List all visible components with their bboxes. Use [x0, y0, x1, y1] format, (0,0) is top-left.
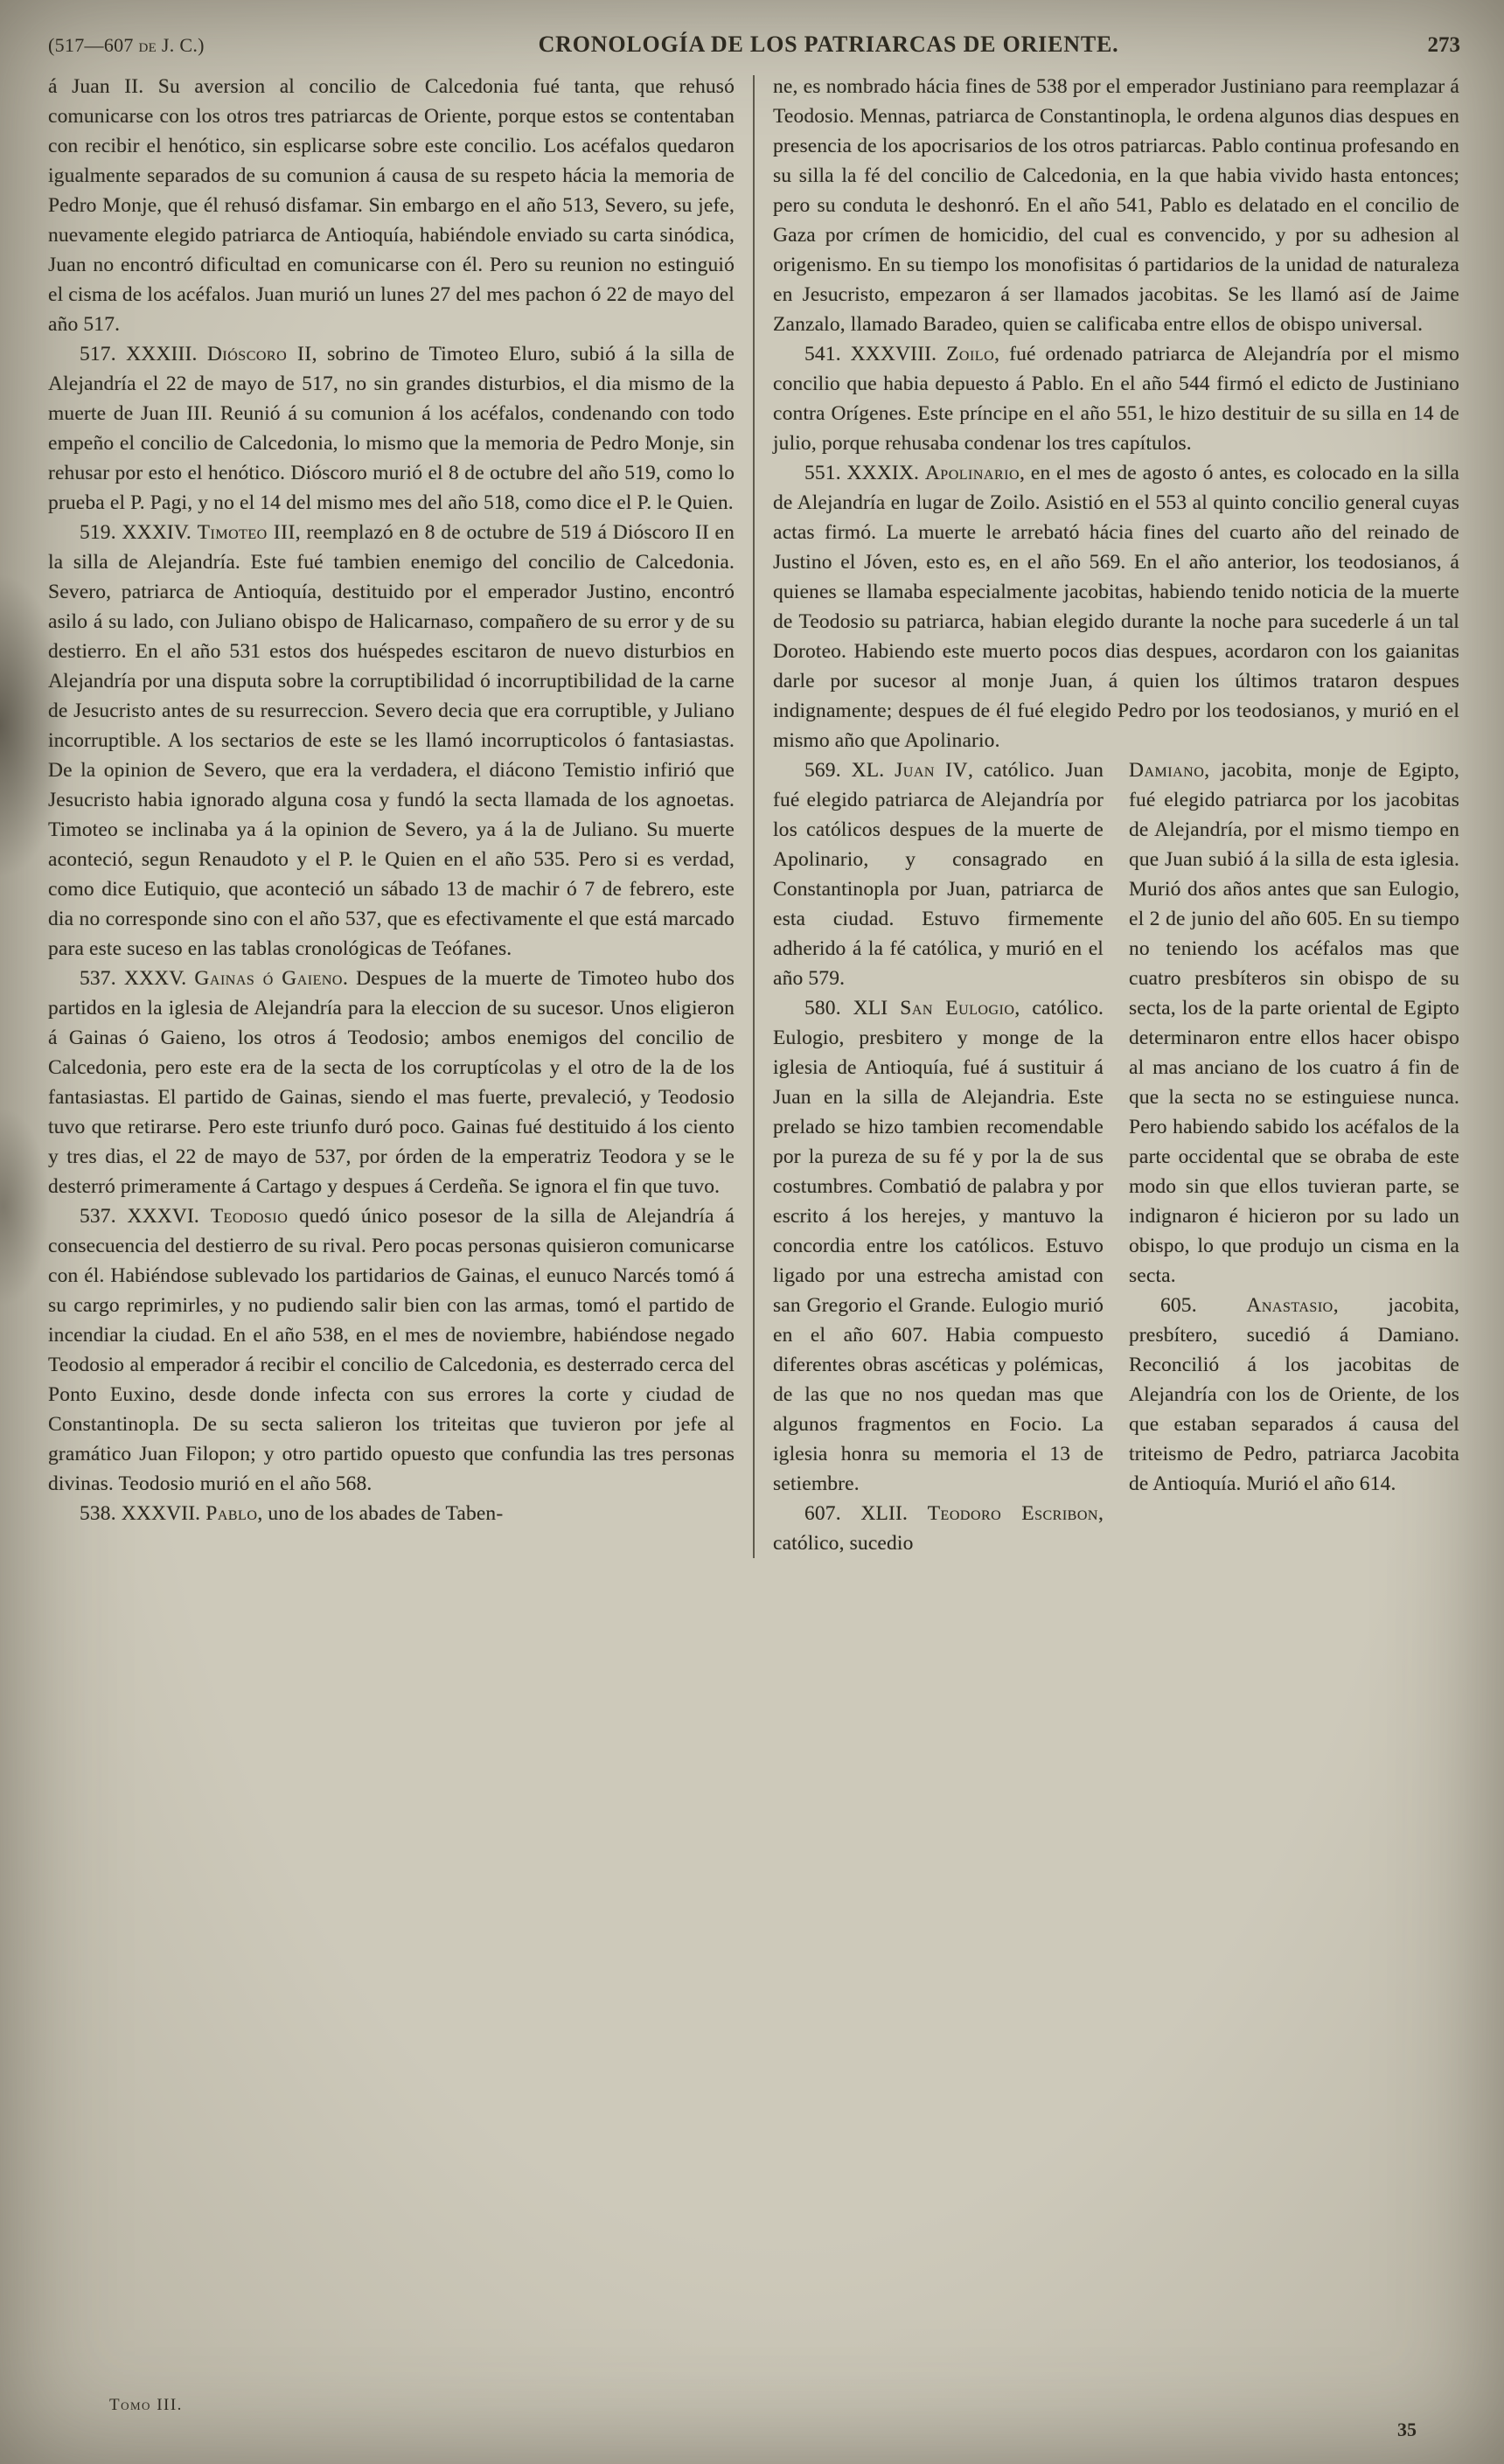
entry-paragraph — [773, 755, 1104, 993]
entry-number: 541. XXXVIII. — [804, 343, 947, 365]
entry-name: San Eulogio — [900, 997, 1015, 1020]
entry-paragraph — [773, 993, 1104, 1499]
entry-paragraph — [1129, 1291, 1459, 1499]
sub-column-jacobite — [1129, 755, 1459, 1558]
entry-paragraph — [773, 339, 1459, 458]
signature-mark: 35 — [1397, 2419, 1417, 2440]
entry-text: á Juan II. Su aversion al concilio de Calcedonia fué tanta, que rehusó comunicarse con los otros tres patriarcas de Oriente, porque estos se contentaban con recibir el henótico, sin esplicarse sobre este concilio. Los acéfalos quedaron igualmente separados de su comunion á causa de su respeto hácia la memoria de Pedro Monje, que él rehusó disfamar. Sin embargo en el año 513, Severo, su jefe, nuevamente elegido patriarca de Antioquía, habiéndole enviado su carta sinódica, Juan no encontró dificultad en comunicarse con él. Pero su reunion no estinguió el cisma de los acéfalos. Juan murió un lunes 27 del mes pachon ó 22 de mayo del año 517. — [48, 75, 735, 336]
entry-text: , católico, sucedio — [773, 1502, 1104, 1555]
entry-text: , católico. Eulogio, presbitero y monge de la iglesia de Antioquía, fué á sustituir á Juan en la silla de Alejandria. Este prelado se hizo tambien recomendable por la pureza de su fé y por la de sus costumbres. Combatió de palabra y por escrito á los herejes, y mantuvo la concordia entre los católicos. Estuvo ligado por una estrecha amistad con san Gregorio el Grande. Eulogio murió en el año 607. Habia compuesto diferentes obras ascéticas y polémicas, de las que no nos quedan mas que algunos fragmentos en Focio. La iglesia honra su memoria el 13 de setiembre. — [773, 997, 1104, 1495]
column-divider — [753, 75, 755, 1558]
entry-paragraph — [1129, 755, 1459, 1291]
entry-number: 537. XXXV. — [80, 967, 195, 990]
entry-paragraph — [48, 1201, 735, 1499]
entry-name: Apolinario — [924, 462, 1020, 484]
entry-text: , reemplazó en 8 de octubre de 519 á Dióscoro II en la silla de Alejandría. Este fué tambien enemigo del concilio de Calcedonia. Severo, patriarca de Antioquía, destituido por el emperador Justino, encontró asilo á su lado, con Juliano obispo de Halicarnaso, compañero de su error y de su destierro. En el año 531 estos dos huéspedes escitaron de nuevo disturbios en Alejandría por una disputa sobre la corruptibilidad ó incorruptibilidad de la carne de Jesucristo antes de su resurreccion. Severo decia que era corruptible, y Juliano incorruptible. A los sectarios de este se les llamó incorrupticolos ó fantasiastas. De la opinion de Severo, que era la verdadera, el diácono Temistio infirió que Jesucristo habia ignorado alguna cosa y fundó la secta llamada de los agnoetas. Timoteo se inclinaba ya á la opinion de Severo, ya á la de Juliano. Su muerte aconteció, segun Renaudoto y el P. le Quien en el año 535. Pero si es verdad, como dice Eutiquio, que aconteció un sábado 13 de machir ó 7 de febrero, este dia no corresponde sino con el año 537, que es efectivamente el que está marcado para este suceso en las tablas cronológicas de Teófanes. — [48, 521, 735, 960]
entry-text: . Despues de la muerte de Timoteo hubo dos partidos en la iglesia de Alejandría para la eleccion de su sucesor. Unos eligieron á Gainas ó Gaieno, los otros á Teodosio; ambos enemigos del concilio de Calcedonia, pero este era de la secta de los corruptícolas y el otro de la de los fantasiastas. El partido de Gainas, siendo el mas fuerte, prevaleció, y Teodosio tuvo que retirarse. Pero este triunfo duró poco. Gainas fué destituido á los ciento y tres dias, el 22 de mayo de 537, por órden de la emperatriz Teodora y se le desterró primeramente á Cartago y despues á Cerdeña. Se ignora el fin que tuvo. — [48, 967, 735, 1198]
entry-number: 537. XXXVI. — [80, 1205, 211, 1228]
entry-number: 580. XLI — [804, 997, 901, 1020]
entry-paragraph — [773, 1499, 1104, 1558]
page-content — [48, 31, 1460, 2429]
entry-name: Juan IV — [895, 759, 968, 782]
entry-name: Damiano — [1129, 759, 1205, 782]
entry-name: Gainas ó Gaieno — [194, 967, 343, 990]
entry-paragraph — [48, 1499, 735, 1528]
page-number: 273 — [1427, 33, 1460, 57]
entry-name: Teodosio — [210, 1205, 289, 1228]
entry-number: 605. — [1160, 1294, 1247, 1317]
entry-number: 519. XXXIV. — [80, 521, 198, 544]
entry-number: 569. XL. — [804, 759, 895, 782]
entry-paragraph — [48, 964, 735, 1201]
text-columns — [48, 72, 1460, 1558]
entry-number: 551. XXXIX. — [804, 462, 925, 484]
entry-text: quedó único posesor de la silla de Alejandría á consecuencia del destierro de su rival. Pero pocas personas quisieron comunicarse con él. Habiéndose sublevado los partidarios de Gainas, el eunuco Narcés tomó á su cargo reprimirles, y no pudiendo salir bien con las armas, tomó el partido de incendiar la ciudad. En el año 538, en el mes de noviembre, habiéndose negado Teodosio al emperador á recibir el concilio de Calcedonia, es desterrado cerca del Ponto Euxino, desde donde infecta con sus errores la corte y ciudad de Constantinopla. De su secta salieron los triteitas que tuvieron por jefe al gramático Juan Filopon; y otro partido opuesto que confundia las tres personas divinas. Teodosio murió en el año 568. — [48, 1205, 735, 1495]
header-date-range: (517—607 de J. C.) — [48, 34, 205, 56]
entry-text: , jacobita, monje de Egipto, fué elegido patriarca por los jacobitas de Alejandría, por el mismo tiempo en que Juan subió á la silla de esta iglesia. Murió dos años antes que san Eulogio, el 2 de junio del año 605. En su tiempo no teniendo los acéfalos mas que cuatro presbíteros sin obispo de su secta, los de la parte oriental de Egipto determinaron entre ellos hacer obispo al mas anciano de los cuatro á fin de que la secta no se estinguiese nunca. Pero habiendo sabido los acéfalos de la parte occidental que se obraba de este modo sin que ellos tuvieran parte, se indignaron é hicieron por su lado un obispo, lo que produjo un cisma en la secta. — [1129, 759, 1459, 1287]
entry-text: , sobrino de Timoteo Eluro, subió á la silla de Alejandría el 22 de mayo de 517, no sin grandes disturbios, el dia mismo de la muerte de Juan III. Reunió á su comunion á los acéfalos, condenando con todo empeño el concilio de Calcedonia, lo mismo que la memoria de Pedro Monje, sin rehusar por esto el henótico. Dióscoro murió el 8 de octubre del año 519, como lo prueba el P. Pagi, y no el 14 del mismo mes del año 518, como dice el P. le Quien. — [48, 343, 735, 514]
volume-label: Tomo III. — [109, 2396, 183, 2414]
sub-column-catholic — [773, 755, 1104, 1558]
entry-name: Anastasio — [1246, 1294, 1333, 1317]
entry-text: , uno de los abades de Taben- — [257, 1502, 504, 1525]
entry-number: 607. XLII. — [804, 1502, 928, 1525]
entry-text: , fué ordenado patriarca de Alejandría por el mismo concilio que habia depuesto á Pablo. En el año 544 firmó el edicto de Justiniano contra Orígenes. Este príncipe en el año 551, le hizo destituir de su silla en 14 de julio, porque rehusaba condenar los tres capítulos. — [773, 343, 1459, 455]
parallel-sub-columns — [773, 755, 1459, 1558]
entry-paragraph — [48, 518, 735, 964]
entry-text: , en el mes de agosto ó antes, es colocado en la silla de Alejandría en lugar de Zoilo. Asistió en el 553 al quinto concilio general cuyas actas firmó. La muerte le arrebató hácia fines del cuarto año del reinado de Justino el Jóven, esto es, en el año 569. En el año anterior, los teodosianos, á quienes se llamaba especialmente jacobitas, habiendo tenido noticia de la muerte de Teodosio su patriarca, habian elegido durante la noche para sucederle á un tal Doroteo. Habiendo este muerto pocos dias despues, acordaron con los gaianitas darle por sucesor al monje Juan, á quien los últimos trataron despues indignamente; despues de él fué elegido Pedro por los teodosianos, y murió en el mismo año que Apolinario. — [773, 462, 1459, 752]
entry-name: Timoteo III — [197, 521, 296, 544]
entry-paragraph — [48, 339, 735, 518]
page-title: CRONOLOGÍA DE LOS PATRIARCAS DE ORIENTE. — [538, 31, 1119, 57]
entry-number: 517. XXXIII. — [80, 343, 207, 365]
entry-paragraph — [773, 458, 1459, 755]
entry-text: , católico. Juan fué elegido patriarca de Alejandría por los católicos despues de la muerte de Apolinario, y consagrado en Constantinopla por Juan, patriarca de esta ciudad. Estuvo firmemente adherido á la fé católica, y murió en el año 579. — [773, 759, 1104, 990]
entry-name: Pablo — [205, 1502, 258, 1525]
continuation-paragraph — [48, 72, 735, 339]
continuation-paragraph — [773, 72, 1459, 339]
entry-name: Teodoro Escribon — [927, 1502, 1098, 1525]
entry-name: Dióscoro II — [206, 343, 312, 365]
entry-text: , jacobita, presbítero, sucedió á Damiano. Reconcilió á los jacobitas de Alejandría con los de Oriente, de los que estaban separados á causa del triteismo de Pedro, patriarca Jacobita de Antioquía. Murió el año 614. — [1129, 1294, 1459, 1495]
left-column — [48, 72, 735, 1558]
entry-text: ne, es nombrado hácia fines de 538 por el emperador Justiniano para reemplazar á Teodosio. Mennas, patriarca de Constantinopla, le ordena algunos dias despues en presencia de los apocrisarios de los otros patriarcas. Pablo continua profesando en su silla la fé del concilio de Calcedonia, en la que habia vivido hasta entonces; pero su conduta le deshonró. En el año 541, Pablo es delatado en el concilio de Gaza por crímen de homicidio, del cual es convencido, y por su adhesion al origenismo. En su tiempo los monofisitas ó partidarios de la unidad de naturaleza en Jesucristo, empezaron á ser llamados jacobitas. Se les llamó así de Jaime Zanzalo, llamado Baradeo, quien se calificaba entre ellos de obispo universal. — [773, 75, 1459, 336]
entry-number: 538. XXXVII. — [80, 1502, 206, 1525]
page-header — [48, 31, 1460, 58]
right-column — [773, 72, 1459, 1558]
entry-name: Zoilo — [946, 343, 995, 365]
